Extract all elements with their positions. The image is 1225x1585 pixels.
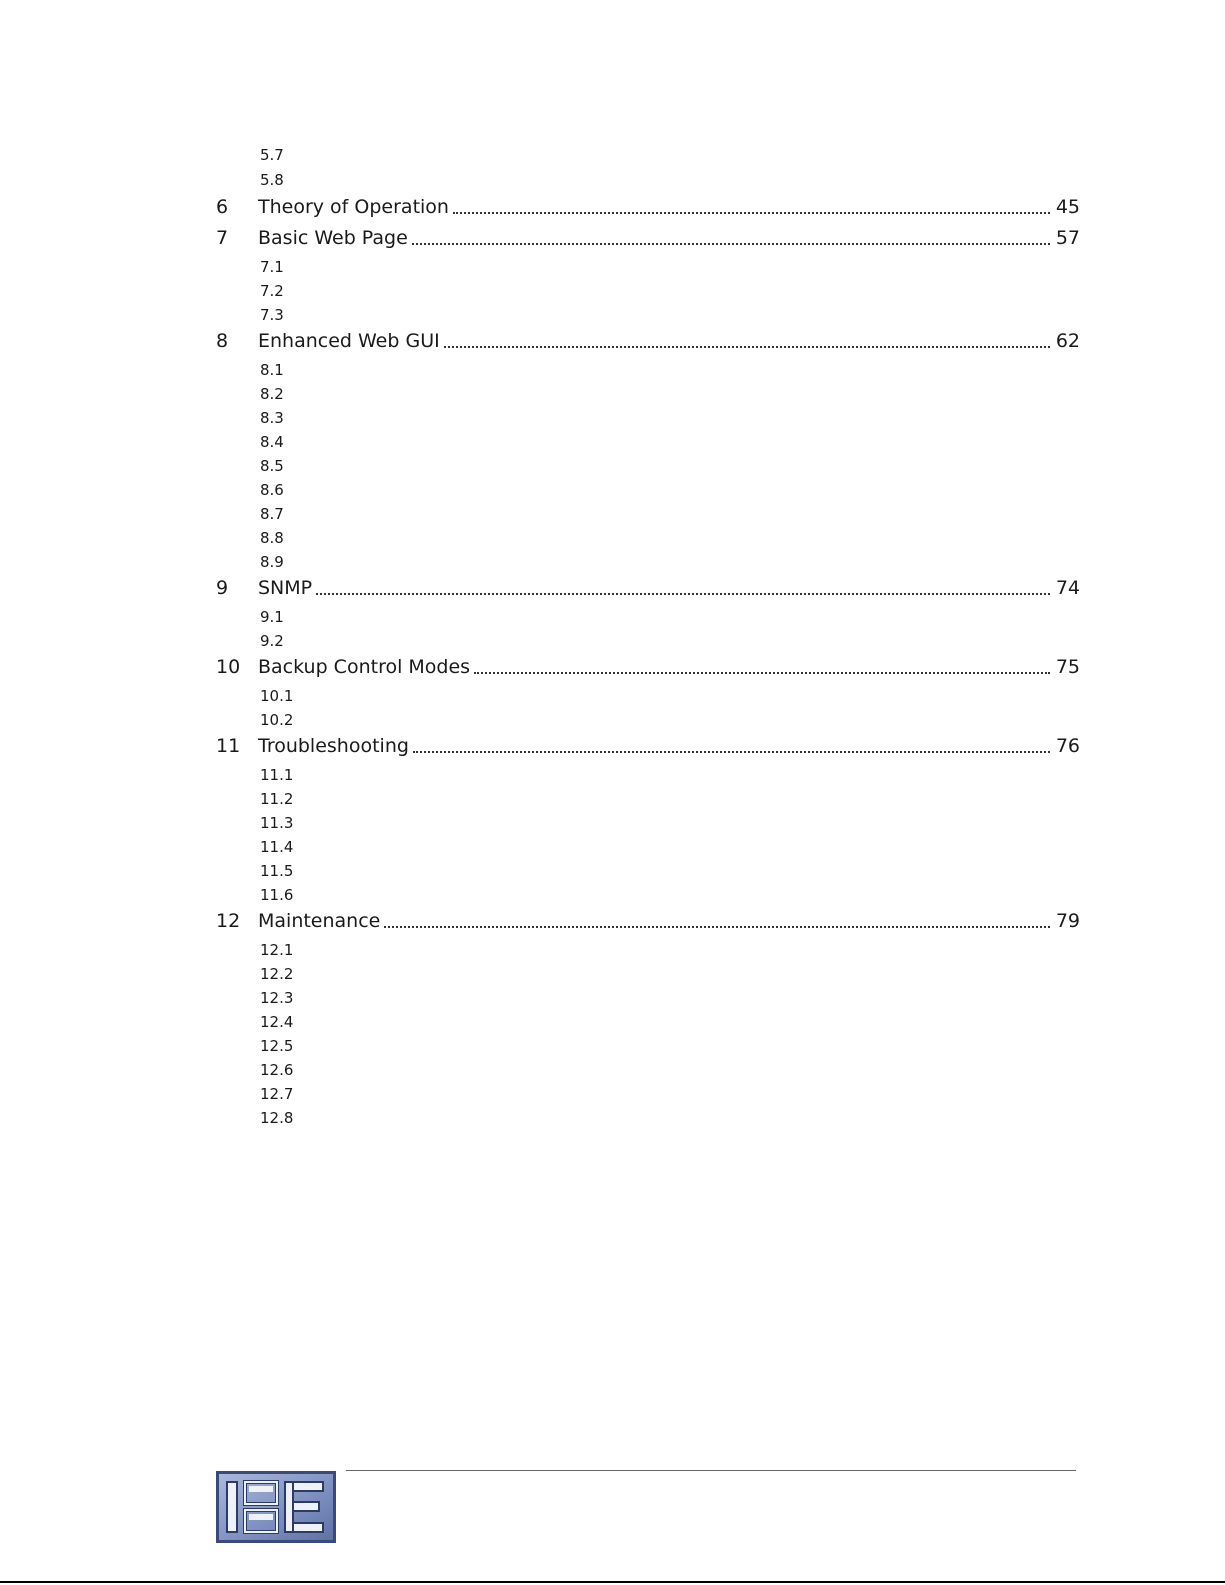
toc-leader xyxy=(258,195,1080,219)
toc-section-number: 8.5 xyxy=(260,457,284,475)
toc-section-row[interactable] xyxy=(0,550,1225,574)
toc-section-number: 12.2 xyxy=(260,965,294,983)
toc-section-number: 11.3 xyxy=(260,814,294,832)
page-bottom-border xyxy=(0,1581,1225,1583)
toc-dot-leader xyxy=(453,212,1050,214)
toc-section-row[interactable] xyxy=(0,763,1225,787)
toc-chapter-title: Basic Web Page xyxy=(258,227,408,249)
toc-chapter-number: 7 xyxy=(216,227,229,249)
toc-section-number: 12.1 xyxy=(260,941,294,959)
toc-section-number: 8.3 xyxy=(260,409,284,427)
toc-section-row[interactable] xyxy=(0,787,1225,811)
toc-page-number: 76 xyxy=(1055,735,1080,757)
toc-chapter-title: Backup Control Modes xyxy=(258,656,471,678)
toc-dot-leader xyxy=(316,593,1050,595)
toc-chapter-row[interactable] xyxy=(0,655,1225,679)
toc-section-row[interactable] xyxy=(0,708,1225,732)
toc-section-number: 8.2 xyxy=(260,385,284,403)
toc-chapter-row[interactable] xyxy=(0,195,1225,219)
toc-page-number: 79 xyxy=(1055,910,1080,932)
toc-section-row[interactable] xyxy=(0,1106,1225,1130)
toc-page-number: 75 xyxy=(1055,656,1080,678)
toc-section-row[interactable] xyxy=(0,1034,1225,1058)
toc-section-number: 9.1 xyxy=(260,608,284,626)
toc-chapter-number: 10 xyxy=(216,656,241,678)
footer-divider xyxy=(346,1470,1076,1471)
toc-leader xyxy=(258,576,1080,600)
toc-section-number: 11.1 xyxy=(260,766,294,784)
toc-section-number: 7.1 xyxy=(260,258,284,276)
toc-section-row[interactable] xyxy=(0,835,1225,859)
toc-section-row[interactable] xyxy=(0,406,1225,430)
toc-section-number: 7.3 xyxy=(260,306,284,324)
toc-section-number: 11.4 xyxy=(260,838,294,856)
toc-dot-leader xyxy=(384,926,1049,928)
toc-chapter-number: 12 xyxy=(216,910,241,932)
toc-section-number: 8.7 xyxy=(260,505,284,523)
toc-section-row[interactable] xyxy=(0,811,1225,835)
toc-section-number: 5.7 xyxy=(260,146,284,164)
toc-section-row[interactable] xyxy=(0,986,1225,1010)
toc-section-row[interactable] xyxy=(0,358,1225,382)
toc-section-row[interactable] xyxy=(0,629,1225,653)
toc-section-number: 12.3 xyxy=(260,989,294,1007)
toc-section-row[interactable] xyxy=(0,859,1225,883)
toc-chapter-number: 8 xyxy=(216,330,229,352)
toc-section-number: 9.2 xyxy=(260,632,284,650)
toc-section-number: 8.8 xyxy=(260,529,284,547)
toc-section-number: 8.6 xyxy=(260,481,284,499)
toc-section-number: 12.7 xyxy=(260,1085,294,1103)
toc-section-row[interactable] xyxy=(0,1082,1225,1106)
toc-section-number: 8.4 xyxy=(260,433,284,451)
toc-dot-leader xyxy=(413,751,1050,753)
be-logo-graphic xyxy=(215,1470,337,1544)
toc-section-number: 5.8 xyxy=(260,171,284,189)
toc-section-number: 12.8 xyxy=(260,1109,294,1127)
toc-leader xyxy=(258,329,1080,353)
toc-section-row[interactable] xyxy=(0,1010,1225,1034)
toc-dot-leader xyxy=(474,672,1050,674)
toc-chapter-row[interactable] xyxy=(0,909,1225,933)
toc-section-row[interactable] xyxy=(0,382,1225,406)
toc-section-row[interactable] xyxy=(0,454,1225,478)
toc-chapter-row[interactable] xyxy=(0,226,1225,250)
be-logo-icon xyxy=(215,1470,337,1544)
toc-section-number: 11.5 xyxy=(260,862,294,880)
toc-section-row[interactable] xyxy=(0,1058,1225,1082)
toc-section-row[interactable] xyxy=(0,303,1225,327)
toc-dot-leader xyxy=(444,346,1050,348)
toc-page-number: 57 xyxy=(1055,227,1080,249)
toc-section-row[interactable] xyxy=(0,168,1225,192)
toc-chapter-row[interactable] xyxy=(0,576,1225,600)
toc-section-number: 12.5 xyxy=(260,1037,294,1055)
toc-section-row[interactable] xyxy=(0,502,1225,526)
toc-leader xyxy=(258,226,1080,250)
toc-section-number: 11.6 xyxy=(260,886,294,904)
toc-leader xyxy=(258,655,1080,679)
toc-section-row[interactable] xyxy=(0,430,1225,454)
toc-section-row[interactable] xyxy=(0,143,1225,167)
toc-chapter-number: 9 xyxy=(216,577,229,599)
toc-section-row[interactable] xyxy=(0,883,1225,907)
toc-leader xyxy=(258,734,1080,758)
toc-section-row[interactable] xyxy=(0,526,1225,550)
toc-chapter-row[interactable] xyxy=(0,329,1225,353)
toc-section-row[interactable] xyxy=(0,478,1225,502)
toc-section-number: 8.9 xyxy=(260,553,284,571)
toc-section-row[interactable] xyxy=(0,255,1225,279)
toc-section-number: 12.6 xyxy=(260,1061,294,1079)
toc-section-number: 7.2 xyxy=(260,282,284,300)
toc-chapter-number: 6 xyxy=(216,196,229,218)
toc-chapter-number: 11 xyxy=(216,735,241,757)
toc-page-number: 62 xyxy=(1055,330,1080,352)
toc-section-row[interactable] xyxy=(0,938,1225,962)
toc-section-number: 12.4 xyxy=(260,1013,294,1031)
toc-section-row[interactable] xyxy=(0,962,1225,986)
toc-page-number: 74 xyxy=(1055,577,1080,599)
toc-section-row[interactable] xyxy=(0,279,1225,303)
toc-chapter-title: SNMP xyxy=(258,577,313,599)
toc-dot-leader xyxy=(412,243,1050,245)
toc-section-number: 10.1 xyxy=(260,687,294,705)
toc-section-row[interactable] xyxy=(0,684,1225,708)
toc-section-number: 10.2 xyxy=(260,711,294,729)
toc-chapter-row[interactable] xyxy=(0,734,1225,758)
toc-section-number: 11.2 xyxy=(260,790,294,808)
toc-chapter-title: Troubleshooting xyxy=(258,735,409,757)
toc-chapter-title: Maintenance xyxy=(258,910,381,932)
toc-section-row[interactable] xyxy=(0,605,1225,629)
toc-page-number: 45 xyxy=(1055,196,1080,218)
toc-chapter-title: Theory of Operation xyxy=(258,196,449,218)
toc-chapter-title: Enhanced Web GUI xyxy=(258,330,440,352)
toc-leader xyxy=(258,909,1080,933)
toc-section-number: 8.1 xyxy=(260,361,284,379)
